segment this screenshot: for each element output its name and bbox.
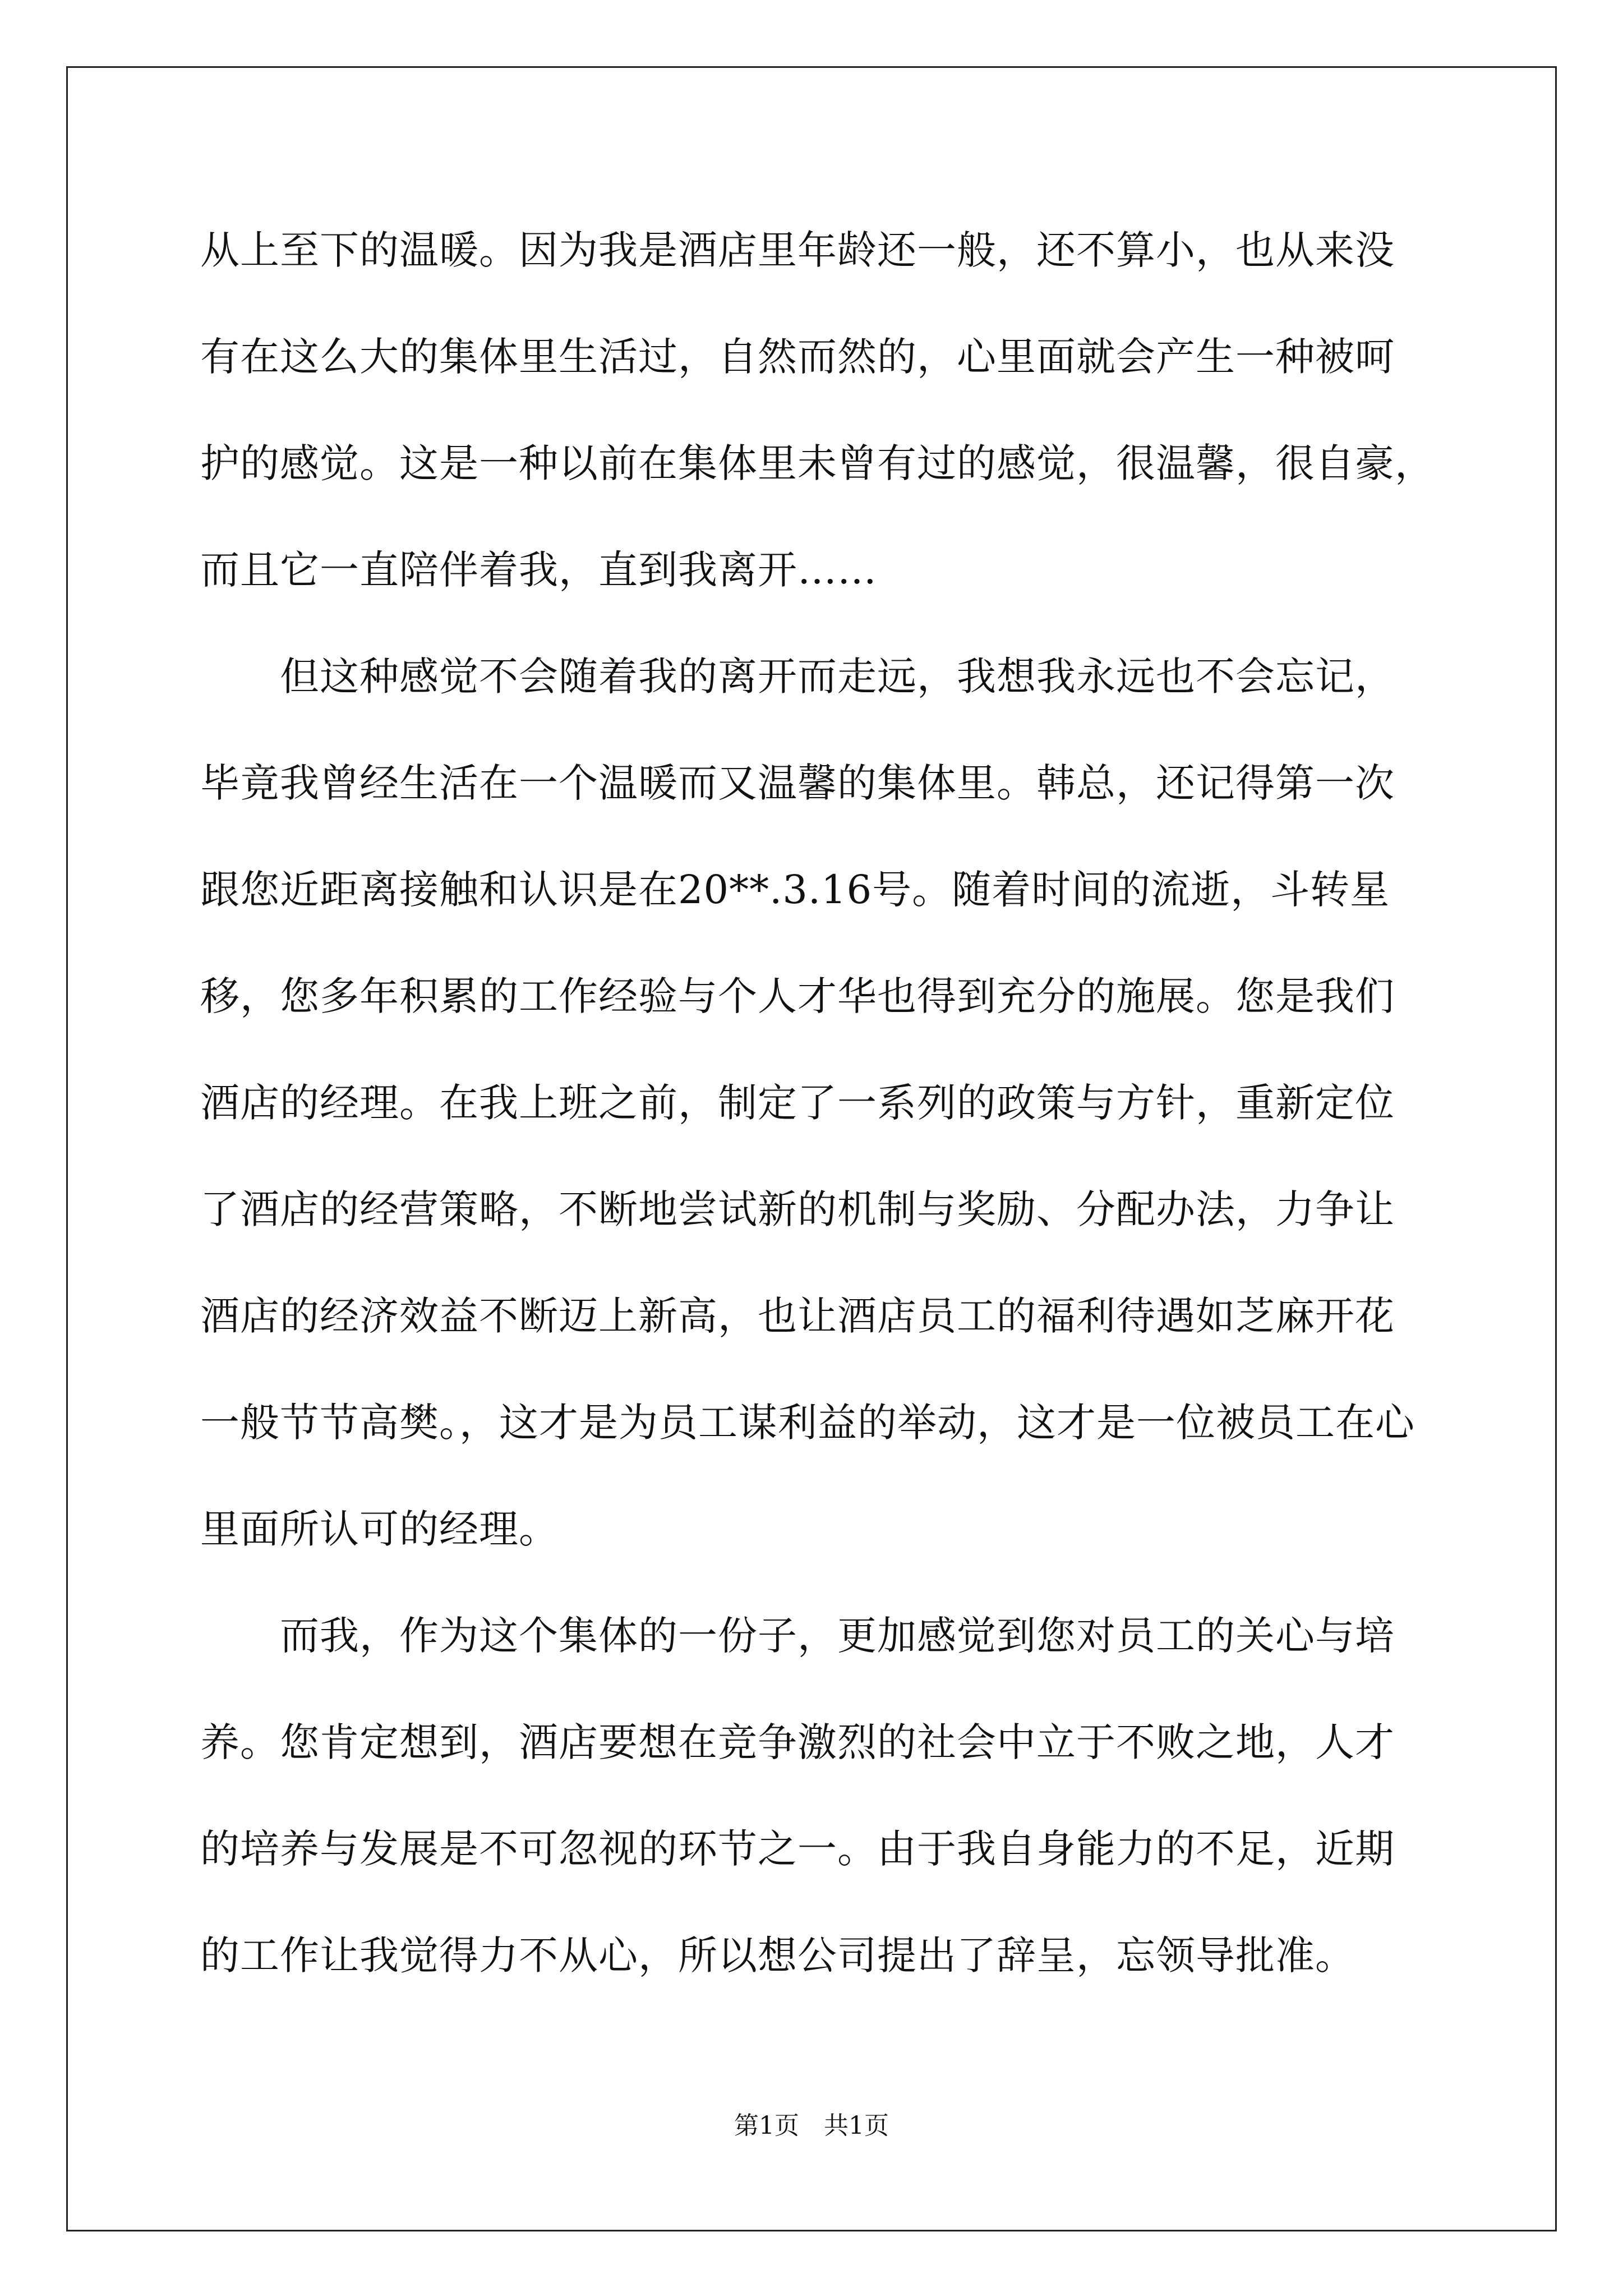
page-border [66,66,1557,2231]
text-line: 护的感觉。这是一种以前在集体里未曾有过的感觉，很温馨，很自豪， [200,440,1435,486]
text-line: 但这种感觉不会随着我的离开而走远，我想我永远也不会忘记， [200,654,1395,700]
text-line: 有在这么大的集体里生活过，自然而然的，心里面就会产生一种被呵 [200,334,1395,380]
text-line: 跟您近距离接触和认识是在20**.3.16号。随着时间的流逝，斗转星 [200,867,1390,913]
text-line: 而且它一直陪伴着我，直到我离开…… [200,547,877,593]
text-line: 一般节节高樊。，这才是为员工谋利益的举动，这才是一位被员工在心 [200,1400,1415,1446]
text-line: 的工作让我觉得力不从心，所以想公司提出了辞呈，忘领导批准。 [200,1932,1355,1978]
text-line: 从上至下的温暖。因为我是酒店里年龄还一般，还不算小，也从来没 [200,227,1395,273]
text-line: 酒店的经理。在我上班之前，制定了一系列的政策与方针，重新定位 [200,1080,1395,1126]
text-line: 的培养与发展是不可忽视的环节之一。由于我自身能力的不足，近期 [200,1826,1395,1872]
text-line: 养。您肯定想到，酒店要想在竞争激烈的社会中立于不败之地，人才 [200,1719,1395,1765]
text-line: 酒店的经济效益不断迈上新高，也让酒店员工的福利待遇如芝麻开花 [200,1293,1395,1339]
text-line: 移，您多年积累的工作经验与个人才华也得到充分的施展。您是我们 [200,973,1395,1019]
page-number-footer: 第1页 共1页 [734,2111,889,2140]
text-line: 里面所认可的经理。 [200,1506,559,1552]
text-line: 毕竟我曾经生活在一个温暖而又温馨的集体里。韩总，还记得第一次 [200,760,1395,806]
text-line: 而我，作为这个集体的一份子，更加感觉到您对员工的关心与培 [200,1613,1395,1659]
text-line: 了酒店的经营策略，不断地尝试新的机制与奖励、分配办法，力争让 [200,1186,1395,1232]
